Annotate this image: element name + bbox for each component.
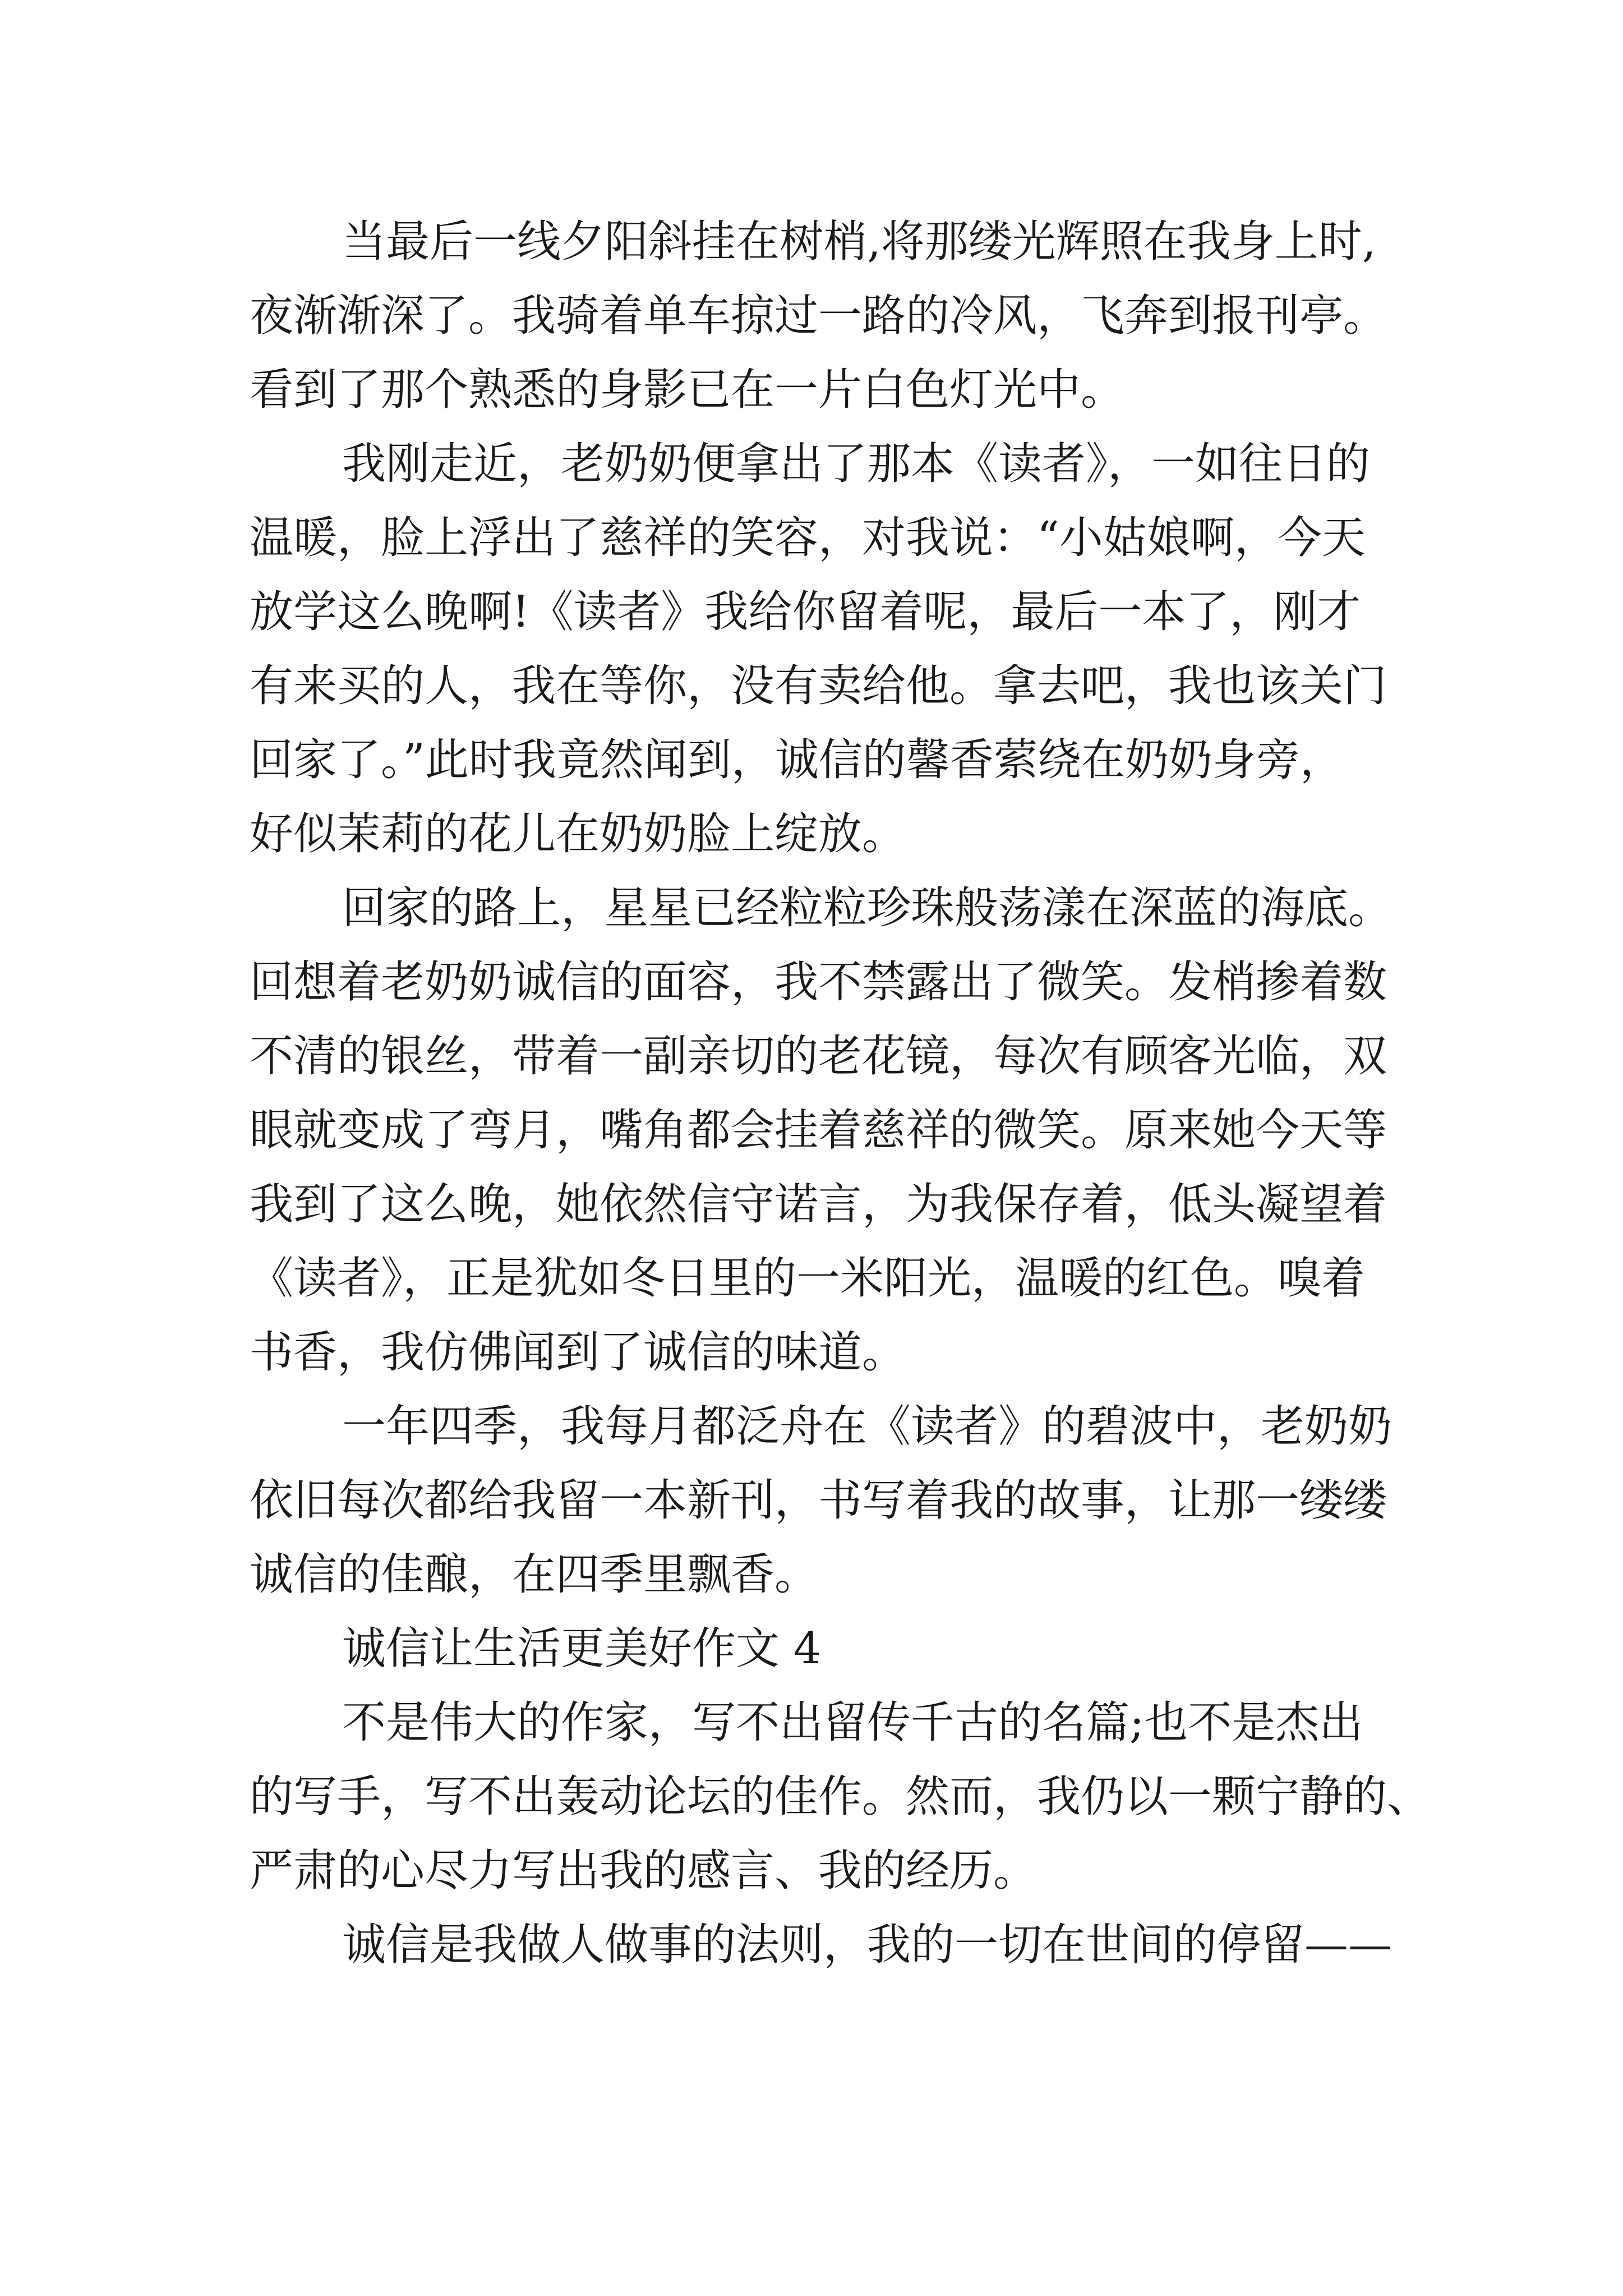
text-line: 当最后一线夕阳斜挂在树梢,将那缕光辉照在我身上时, xyxy=(342,217,1376,267)
text-line: 不清的银丝，带着一副亲切的老花镜，每次有顾客光临，双 xyxy=(250,1031,1387,1082)
text-line: 依旧每次都给我留一本新刊，书写着我的故事，让那一缕缕 xyxy=(250,1475,1387,1526)
text-line: 一年四季，我每月都泛舟在《读者》的碧波中，老奶奶 xyxy=(342,1401,1393,1452)
text-line: 的写手，写不出轰动论坛的佳作。然而，我仍以一颗宁静的、 xyxy=(250,1772,1431,1822)
text-line: 回家了。”此时我竟然闻到，诚信的馨香萦绕在奶奶身旁， xyxy=(250,735,1344,785)
text-line: 放学这么晚啊!《读者》我给你留着呢，最后一本了，刚才 xyxy=(250,587,1361,637)
text-line: 我到了这么晚，她依然信守诺言，为我保存着，低头凝望着 xyxy=(250,1179,1387,1230)
text-line: 我刚走近，老奶奶便拿出了那本《读者》，一如往日的 xyxy=(342,439,1371,489)
text-line: 有来买的人，我在等你，没有卖给他。拿去吧，我也该关门 xyxy=(250,661,1387,711)
section-heading: 诚信让生活更美好作文 4 xyxy=(342,1623,822,1674)
text-line: 书香，我仿佛闻到了诚信的味道。 xyxy=(250,1327,906,1378)
text-line: 温暖，脸上浮出了慈祥的笑容，对我说：“小姑娘啊，今天 xyxy=(250,513,1366,563)
text-line: 好似茉莉的花儿在奶奶脸上绽放。 xyxy=(250,809,906,859)
text-line: 夜渐渐深了。我骑着单车掠过一路的冷风，飞奔到报刊亭。 xyxy=(250,291,1387,341)
text-line: 诚信是我做人做事的法则，我的一切在世间的停留—— xyxy=(342,1920,1393,1970)
text-line: 看到了那个熟悉的身影已在一片白色灯光中。 xyxy=(250,365,1125,415)
text-line: 回想着老奶奶诚信的面容，我不禁露出了微笑。发梢掺着数 xyxy=(250,957,1387,1007)
text-line: 诚信的佳酿，在四季里飘香。 xyxy=(250,1549,819,1600)
text-line: 严肃的心尽力写出我的感言、我的经历。 xyxy=(250,1846,1038,1896)
text-line: 回家的路上，星星已经粒粒珍珠般荡漾在深蓝的海底。 xyxy=(342,883,1393,933)
text-line: 《读者》，正是犹如冬日里的一米阳光，温暖的红色。嗅着 xyxy=(250,1253,1366,1304)
text-line: 眼就变成了弯月，嘴角都会挂着慈祥的微笑。原来她今天等 xyxy=(250,1105,1387,1156)
body-text xyxy=(250,205,1431,1982)
text-line: 不是伟大的作家，写不出留传千古的名篇;也不是杰出 xyxy=(342,1697,1363,1748)
